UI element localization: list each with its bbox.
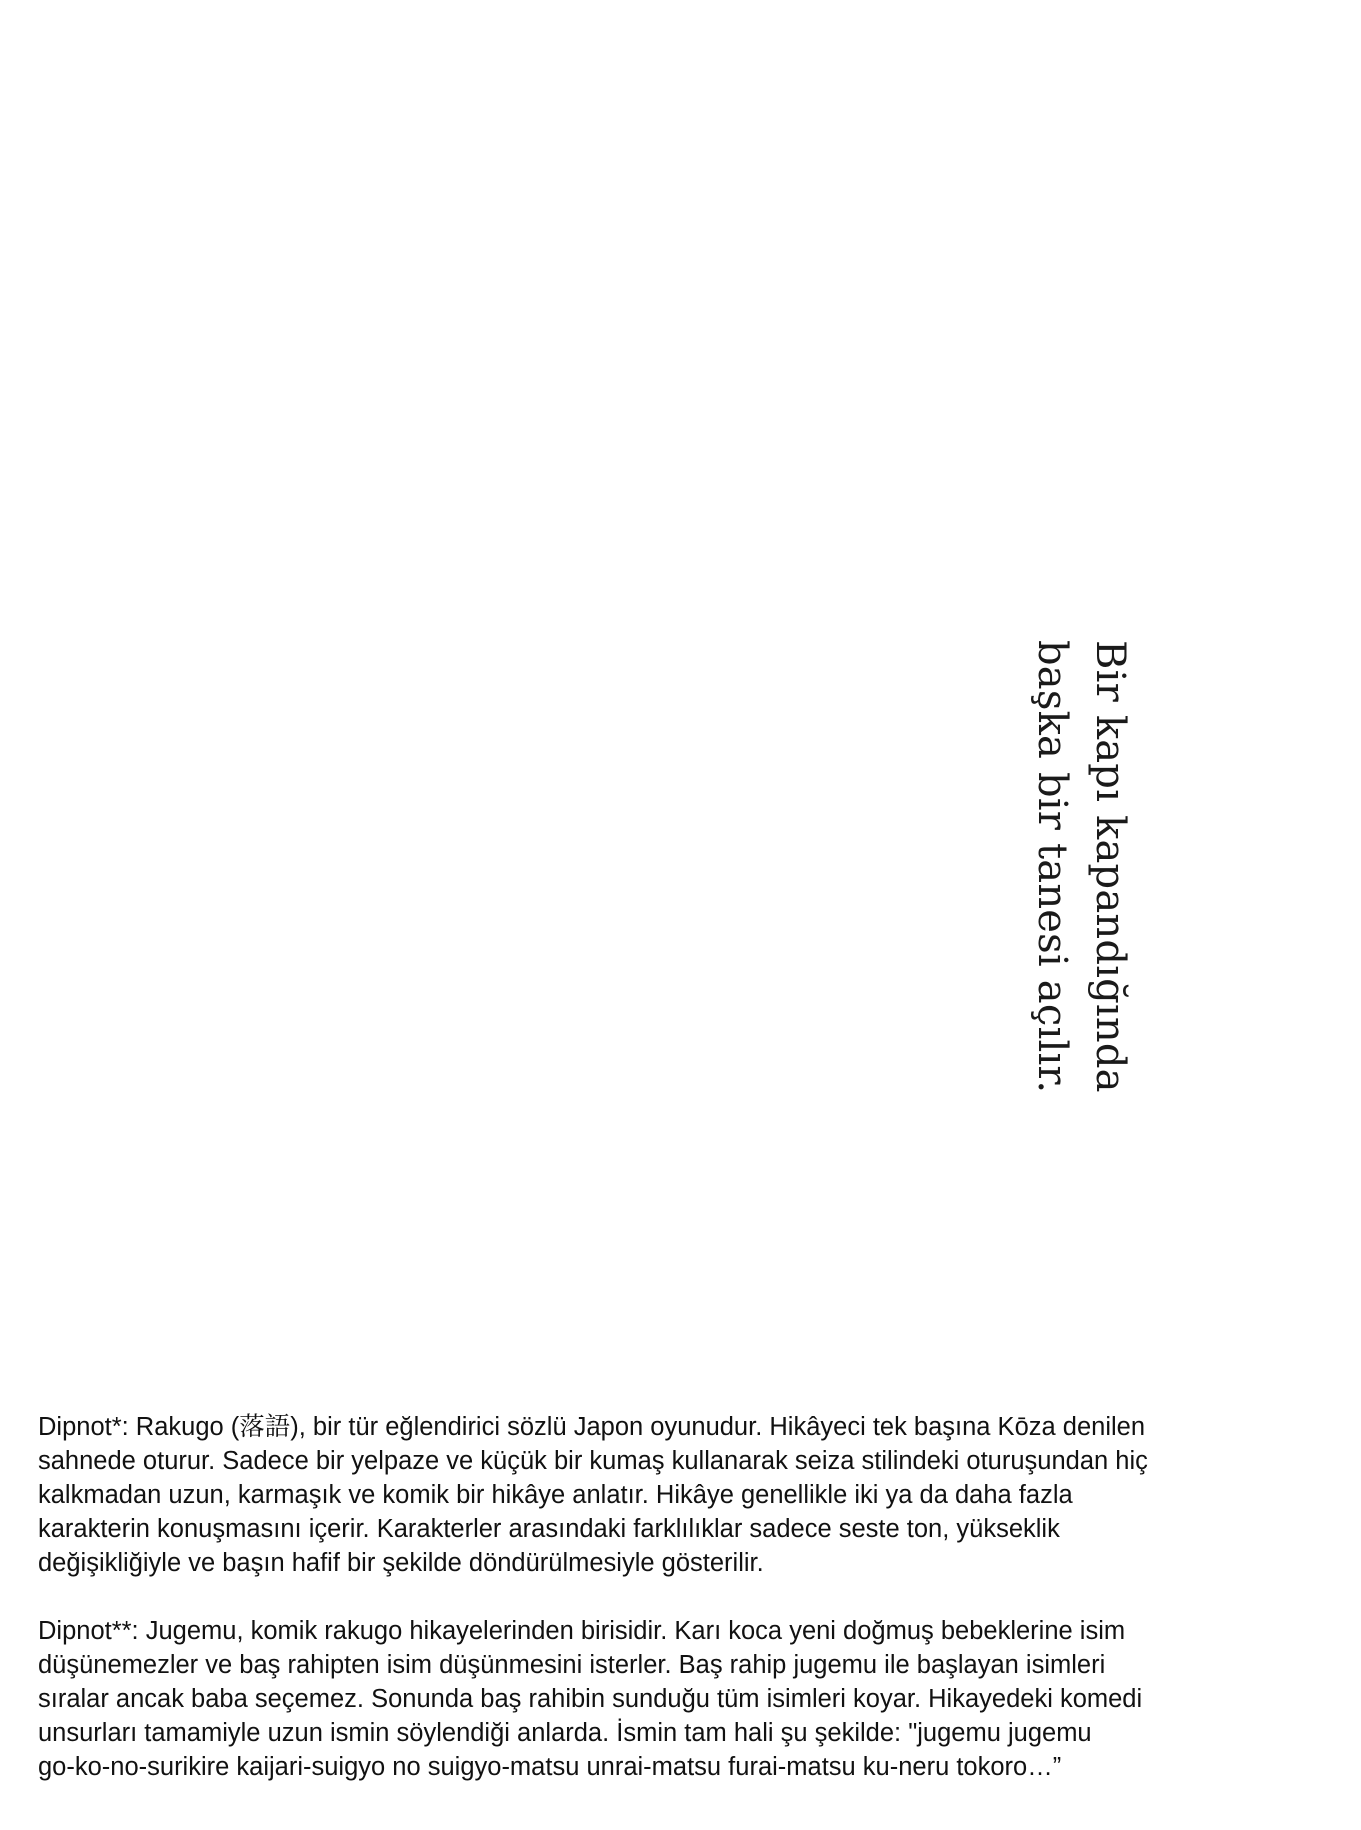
quote-line-2: başka bir tanesi açılır. — [1029, 640, 1075, 1094]
vertical-quote — [1023, 640, 1139, 1093]
footnote-rakugo: Dipnot*: Rakugo (落語), bir tür eğlendirici sözlü Japon oyunudur. Hikâyeci tek başına Kōza denilen sahnede oturur. Sadece bir yelpaze ve küçük bir kumaş kullanarak seiza stilindeki oturuşundan hiç kalkmadan uzun, karmaşık ve komik bir hikâye anlatır. Hikâye genellikle iki ya da daha fazla karakterin konuşmasını içerir. Karakterler arasındaki farklılıklar sadece seste ton, yükseklik değişikliğiyle ve başın hafif bir şekilde döndürülmesiyle gösterilir. — [38, 1413, 1148, 1577]
footnotes — [38, 1410, 1328, 1784]
quote-line-1: Bir kapı kapandığında — [1087, 640, 1133, 1093]
footnote-jugemu: Dipnot**: Jugemu, komik rakugo hikayelerinden birisidir. Karı koca yeni doğmuş bebeklerine isim düşünemezler ve baş rahipten isim düşünmesini isterler. Baş rahip jugemu ile başlayan isimleri sıralar ancak baba seçemez. Sonunda baş rahibin sunduğu tüm isimleri koyar. Hikayedeki komedi unsurları tamamiyle uzun ismin söylendiği anlarda. İsmin tam hali şu şekilde: "jugemu jugemu go-ko-no-surikire kaijari-suigyo no suigyo-matsu unrai-matsu furai-matsu ku-neru tokoro…” — [38, 1617, 1143, 1781]
